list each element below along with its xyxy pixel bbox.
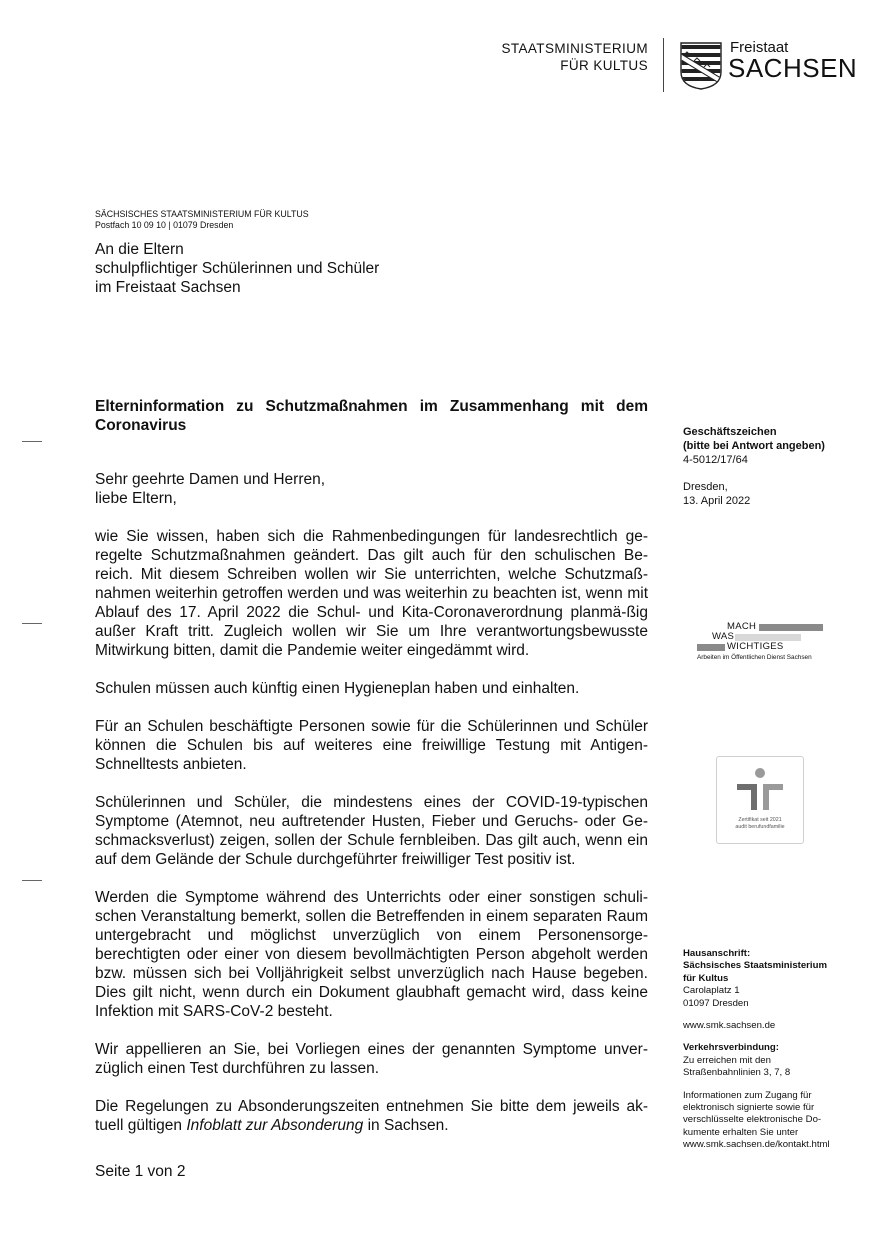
letter-body — [95, 470, 648, 1154]
last-paragraph-text: Die Regelungen zu Absonderungszeiten entnehmen Sie bitte dem jeweils ak-tuell gültigen — [95, 1098, 648, 1134]
letter-subject: Elterninformation zu Schutzmaßnahmen im Zusammenhang mit dem Coronavirus — [95, 398, 648, 434]
reference-label: Geschäftszeichen — [683, 426, 777, 438]
logo-word-was: WAS — [712, 631, 735, 642]
logo-word-wichtiges: WICHTIGES — [727, 641, 784, 652]
sender-line1: SÄCHSISCHES STAATSMINISTERIUM FÜR KULTUS — [95, 209, 309, 219]
coat-of-arms-icon — [680, 42, 722, 90]
contact-block — [683, 948, 863, 1152]
address-city: 01097 Dresden — [683, 997, 749, 1009]
fold-mark — [22, 623, 42, 624]
certificate-badge — [716, 756, 804, 844]
logo-word-mach: MACH — [727, 621, 757, 632]
body-paragraph: Schulen müssen auch künftig einen Hygieneplan haben und einhalten. — [95, 680, 580, 697]
info-line: verschlüsselte elektronische Do- — [683, 1114, 822, 1126]
contact-link[interactable]: www.smk.sachsen.de/kontakt.html — [683, 1139, 830, 1151]
body-paragraph: Für an Schulen beschäftigte Personen sowie für die Schülerinnen und Schüler können die Schulen bis auf weiteres eine freiwillige Testung mit Antigen-Schnelltests anbieten. — [95, 718, 648, 773]
header-divider — [663, 38, 664, 92]
ministry-name-line2: FÜR KULTUS — [560, 58, 648, 73]
logo-bar — [697, 644, 725, 651]
sender-line2: Postfach 10 09 10 | 01079 Dresden — [95, 220, 234, 230]
body-paragraph: wie Sie wissen, haben sich die Rahmenbedingungen für landesrechtlich ge-regelte Schutzmaßnahmen geändert. Das gilt auch für den schulischen Be-reich. Mit diesem Schreiben wollen wir Sie unterrichten, welche Schutzmaß-nahmen weiterhin getroffen werden und was weiterhin zu beachten ist, wenn mit Ablauf des 17. April 2022 die Schul- und Kita-Coronaverordnung planmä-ßig außer Kraft tritt. Zugleich wollen wir Sie um Ihre verantwortungsbewusste Mitwirkung bitten, damit die Pandemie weiter eingedämmt wird. — [95, 528, 648, 659]
logo-bar — [735, 634, 801, 641]
fold-mark — [22, 880, 42, 881]
state-wordmark — [728, 40, 857, 81]
page-number: Seite 1 von 2 — [95, 1163, 186, 1180]
recipient-address — [95, 240, 379, 297]
info-line: kumente erhalten Sie unter — [683, 1126, 799, 1138]
state-wordmark-line1: Freistaat — [730, 39, 789, 56]
date-value: 13. April 2022 — [683, 495, 751, 507]
address-street: Carolaplatz 1 — [683, 985, 740, 997]
logo-bar — [759, 624, 823, 631]
address-name-cont: für Kultus — [683, 972, 729, 984]
ministry-name-line1: STAATSMINISTERIUM — [501, 41, 648, 56]
transport-line: Zu erreichen mit den — [683, 1054, 771, 1066]
audit-logo-icon — [735, 767, 785, 811]
body-paragraph-last — [95, 1097, 648, 1135]
fold-mark — [22, 441, 42, 442]
infoblatt-reference: Infoblatt zur Absonderung — [186, 1117, 364, 1134]
ministry-name — [470, 40, 648, 74]
body-paragraph: Schülerinnen und Schüler, die mindestens eines der COVID-19-typischen Symptome (Atemnot, neu auftretender Husten, Fieber und Geruchs- oder Ge-schmacksverlust) zeigen, sollen der Schule fernbleiben. Das gilt auch, wenn ein auf dem Gelände der Schule durchgeführter freiwilliger Test positiv ist. — [95, 794, 648, 868]
recipient-line2: schulpflichtiger Schülerinnen und Schüler — [95, 260, 380, 277]
info-line: elektronisch signierte sowie für — [683, 1102, 815, 1114]
body-paragraph: Werden die Symptome während des Unterrichts oder einer sonstigen schuli-schen Veranstaltung bemerkt, sollen die Betreffenden in einem separaten Raum untergebracht und möglichst unverzüglich von einem Personensorge-berechtigten oder einer von diesem bevollmächtigten Person abgeholt werden bzw. müssen sich bei Volljährigkeit selbst unverzüglich nach Hause begeben. Dies gilt nicht, wenn durch ein Dokument glaubhaft gemacht wird, dass keine Infektion mit SARS-CoV-2 besteht. — [95, 889, 648, 1020]
sender-address — [95, 209, 309, 231]
recipient-line3: im Freistaat Sachsen — [95, 279, 241, 296]
address-label: Hausanschrift: — [683, 948, 751, 959]
reference-hint: (bitte bei Antwort angeben) — [683, 440, 825, 452]
body-paragraph: Wir appellieren an Sie, bei Vorliegen eines der genannten Symptome unver-züglich einen Test durchführen zu lassen. — [95, 1041, 648, 1077]
recipient-line1: An die Eltern — [95, 241, 184, 258]
reference-block — [683, 425, 863, 467]
transport-label: Verkehrsverbindung: — [683, 1042, 779, 1054]
certificate-line2: audit berufundfamilie — [735, 824, 785, 830]
logo-tagline: Arbeiten im Öffentlichen Dienst Sachsen — [697, 654, 812, 661]
reference-value: 4-5012/17/64 — [683, 454, 748, 466]
mach-was-wichtiges-logo — [697, 622, 827, 670]
certificate-line1: Zertifikat seit 2021 — [738, 817, 782, 823]
salutation — [95, 470, 648, 508]
salutation-line1: Sehr geehrte Damen und Herren, — [95, 471, 326, 488]
state-wordmark-line2: SACHSEN — [728, 53, 858, 83]
date-place: Dresden, — [683, 481, 728, 493]
date-block — [683, 480, 750, 508]
last-paragraph-end: in Sachsen. — [363, 1117, 449, 1134]
salutation-line2: liebe Eltern, — [95, 490, 177, 507]
transport-line: Straßenbahnlinien 3, 7, 8 — [683, 1067, 791, 1079]
website-link[interactable]: www.smk.sachsen.de — [683, 1020, 776, 1032]
address-name: Sächsisches Staatsministerium — [683, 960, 827, 972]
info-line: Informationen zum Zugang für — [683, 1089, 812, 1101]
